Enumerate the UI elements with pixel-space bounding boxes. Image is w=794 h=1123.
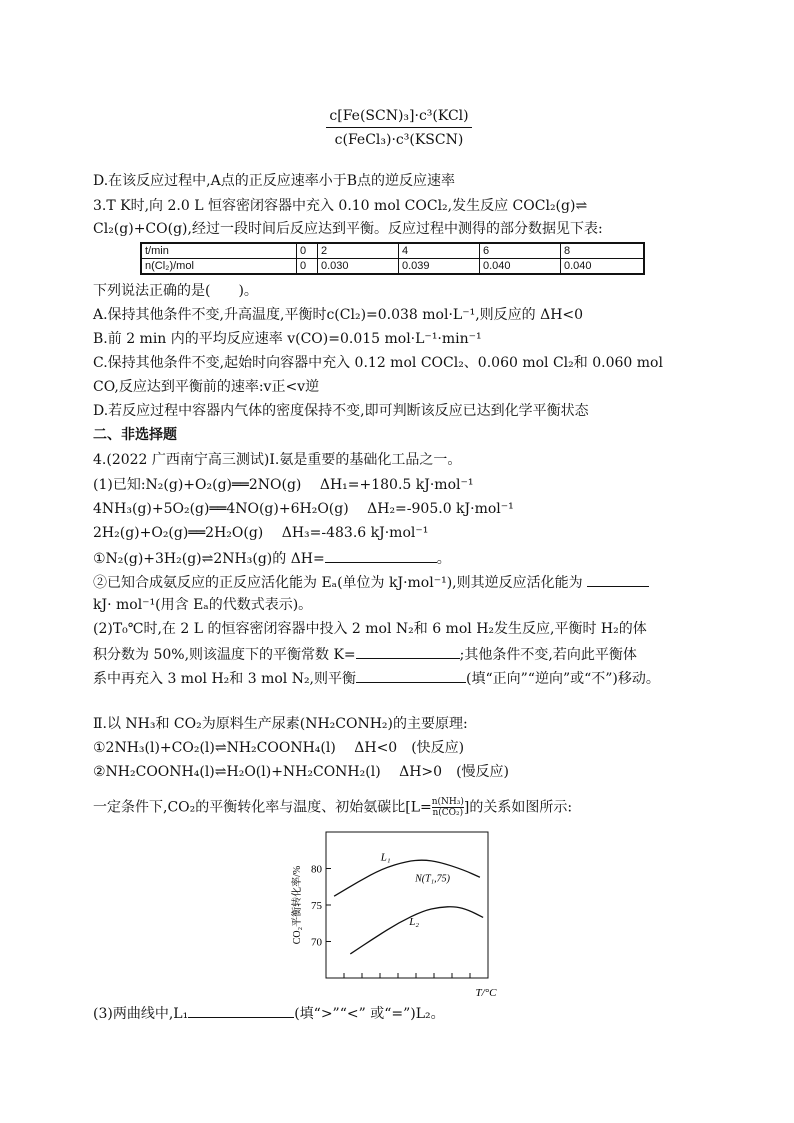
q3-prompt: 下列说法正确的是( )。 bbox=[93, 283, 258, 299]
q4-sub1-text: ①N₂(g)+3H₂(g)⇌2NH₃(g)的 ΔH= bbox=[93, 551, 325, 567]
q4-sub1-end: 。 bbox=[436, 551, 451, 567]
q3-line1: 3.T K时,向 2.0 L 恒容密闭容器中充入 0.10 mol COCl₂,发生反应 COCl₂(g)⇌ bbox=[93, 198, 588, 214]
q3-option-a: A.保持其他条件不变,升高温度,平衡时c(Cl₂)=0.038 mol·L⁻¹,则反应的 ΔH<0 bbox=[93, 307, 584, 323]
table-cell: n(Cl₂)/mol bbox=[141, 259, 297, 275]
series-label-1: L₁ bbox=[380, 851, 391, 864]
q4-eq3: 2H₂(g)+O₂(g)══2H₂O(g) ΔH₃=-483.6 kJ·mol⁻¹ bbox=[93, 525, 429, 541]
answer-blank[interactable] bbox=[188, 1003, 294, 1018]
q4-part2c bbox=[93, 668, 660, 688]
y-axis-label: CO₂平衡转化率/% bbox=[292, 865, 303, 945]
formula-fraction bbox=[326, 108, 472, 148]
series-line-2 bbox=[350, 907, 483, 954]
answer-blank[interactable] bbox=[356, 668, 466, 683]
table-cell: t/min bbox=[141, 243, 297, 259]
q4-part2b-text2: ;其他条件不变,若向此平衡体 bbox=[459, 647, 637, 663]
y-tick-label: 75 bbox=[311, 900, 322, 912]
table-cell: 0.040 bbox=[480, 259, 561, 275]
series-line-1 bbox=[334, 860, 480, 896]
formula-numerator: c[Fe(SCN)₃]·c³(KCl) bbox=[326, 108, 472, 128]
q4-part2c-text2: (填“正向”“逆向”或“不”)移动。 bbox=[466, 671, 660, 687]
q4-part2c-text1: 系中再充入 3 mol H₂和 3 mol N₂,则平衡 bbox=[93, 671, 357, 687]
q4-part2a: (2)T₀℃时,在 2 L 的恒容密闭容器中投入 2 mol N₂和 6 mol H₂发生反应,平衡时 H₂的体 bbox=[93, 621, 647, 637]
q4-sub1 bbox=[93, 548, 451, 568]
table-row bbox=[141, 243, 644, 259]
q3-option-c2: CO,反应达到平衡前的速率:v正<v逆 bbox=[93, 379, 320, 395]
q4-part3-text2: (填“>”“<” 或“=”)L₂。 bbox=[294, 1006, 445, 1022]
q3-option-b: B.前 2 min 内的平均反应速率 v(CO)=0.015 mol·L⁻¹·min⁻¹ bbox=[93, 331, 482, 347]
table-cell: 0.040 bbox=[561, 259, 645, 275]
table-cell: 8 bbox=[561, 243, 645, 259]
q3-option-c1: C.保持其他条件不变,起始时向容器中充入 0.12 mol COCl₂、0.060 mol Cl₂和 0.060 mol bbox=[93, 355, 663, 371]
table-cell: 0.030 bbox=[318, 259, 399, 275]
table-cell: 2 bbox=[318, 243, 399, 259]
q4-II-text1: 一定条件下,CO₂的平衡转化率与温度、初始氨碳比[L= bbox=[93, 799, 432, 816]
conversion-chart bbox=[282, 826, 512, 1000]
data-table bbox=[140, 242, 645, 275]
table-cell: 4 bbox=[399, 243, 480, 259]
table-row bbox=[141, 259, 644, 275]
formula-denominator: c(FeCl₃)·c³(KSCN) bbox=[334, 132, 464, 148]
answer-blank[interactable] bbox=[356, 644, 460, 659]
q4-part2b bbox=[93, 644, 637, 664]
q4-part2b-text1: 积分数为 50%,则该温度下的平衡常数 K= bbox=[93, 647, 356, 663]
q4-part3-text1: (3)两曲线中,L₁ bbox=[93, 1006, 189, 1022]
q4-sub2a-text: ②已知合成氨反应的正反应活化能为 Eₐ(单位为 kJ·mol⁻¹),则其逆反应活化能为 bbox=[93, 575, 583, 591]
y-tick-label: 80 bbox=[311, 863, 322, 876]
q4-II-eq1: ①2NH₃(l)+CO₂(l)⇌NH₂COONH₄(l) ΔH<0 (快反应) bbox=[93, 740, 465, 756]
q4-II-heading: Ⅱ.以 NH₃和 CO₂为原料生产尿素(NH₂CONH₂)的主要原理: bbox=[93, 716, 468, 732]
q4-II-eq2: ②NH₂COONH₄(l)⇌H₂O(l)+NH₂CONH₂(l) ΔH>0 (慢反应) bbox=[93, 764, 509, 780]
option-d-prev: D.在该反应过程中,A点的正反应速率小于B点的逆反应速率 bbox=[93, 173, 456, 189]
q4-heading: 4.(2022 广西南宁高三测试)Ⅰ.氨是重要的基础化工品之一。 bbox=[93, 452, 462, 468]
q4-eq2: 4NH₃(g)+5O₂(g)══4NO(g)+6H₂O(g) ΔH₂=-905.0 kJ·mol⁻¹ bbox=[93, 501, 514, 517]
section-heading: 二、非选择题 bbox=[93, 427, 177, 443]
plot-frame bbox=[326, 832, 488, 978]
q3-line2: Cl₂(g)+CO(g),经过一段时间后反应达到平衡。反应过程中测得的部分数据见下表: bbox=[93, 221, 603, 237]
answer-blank[interactable] bbox=[325, 548, 437, 563]
table-cell: 0 bbox=[297, 259, 318, 275]
q4-sub2b: kJ· mol⁻¹(用含 Eₐ的代数式表示)。 bbox=[93, 597, 313, 613]
point-annotation: N(T₁,75) bbox=[415, 873, 450, 885]
q4-sub2a bbox=[93, 572, 649, 592]
series-label-2: L₂ bbox=[409, 915, 420, 928]
table-cell: 6 bbox=[480, 243, 561, 259]
ratio-denominator: n(CO₂) bbox=[432, 808, 464, 818]
ratio-fraction bbox=[432, 797, 464, 818]
answer-blank[interactable] bbox=[587, 572, 649, 587]
x-axis-label: T/°C bbox=[475, 987, 497, 999]
table-cell: 0 bbox=[297, 243, 318, 259]
ratio-numerator: n(NH₃) bbox=[431, 797, 464, 807]
y-tick-label: 70 bbox=[311, 936, 322, 949]
table-cell: 0.039 bbox=[399, 259, 480, 275]
q4-eq1: (1)已知:N₂(g)+O₂(g)══2NO(g) ΔH₁=+180.5 kJ·mol⁻¹ bbox=[93, 477, 474, 493]
q4-II-text2: ]的关系如图所示: bbox=[463, 799, 573, 816]
q4-II-ratio-line bbox=[93, 797, 572, 818]
q3-option-d: D.若反应过程中容器内气体的密度保持不变,即可判断该反应已达到化学平衡状态 bbox=[93, 403, 589, 419]
q4-part3 bbox=[93, 1003, 445, 1023]
